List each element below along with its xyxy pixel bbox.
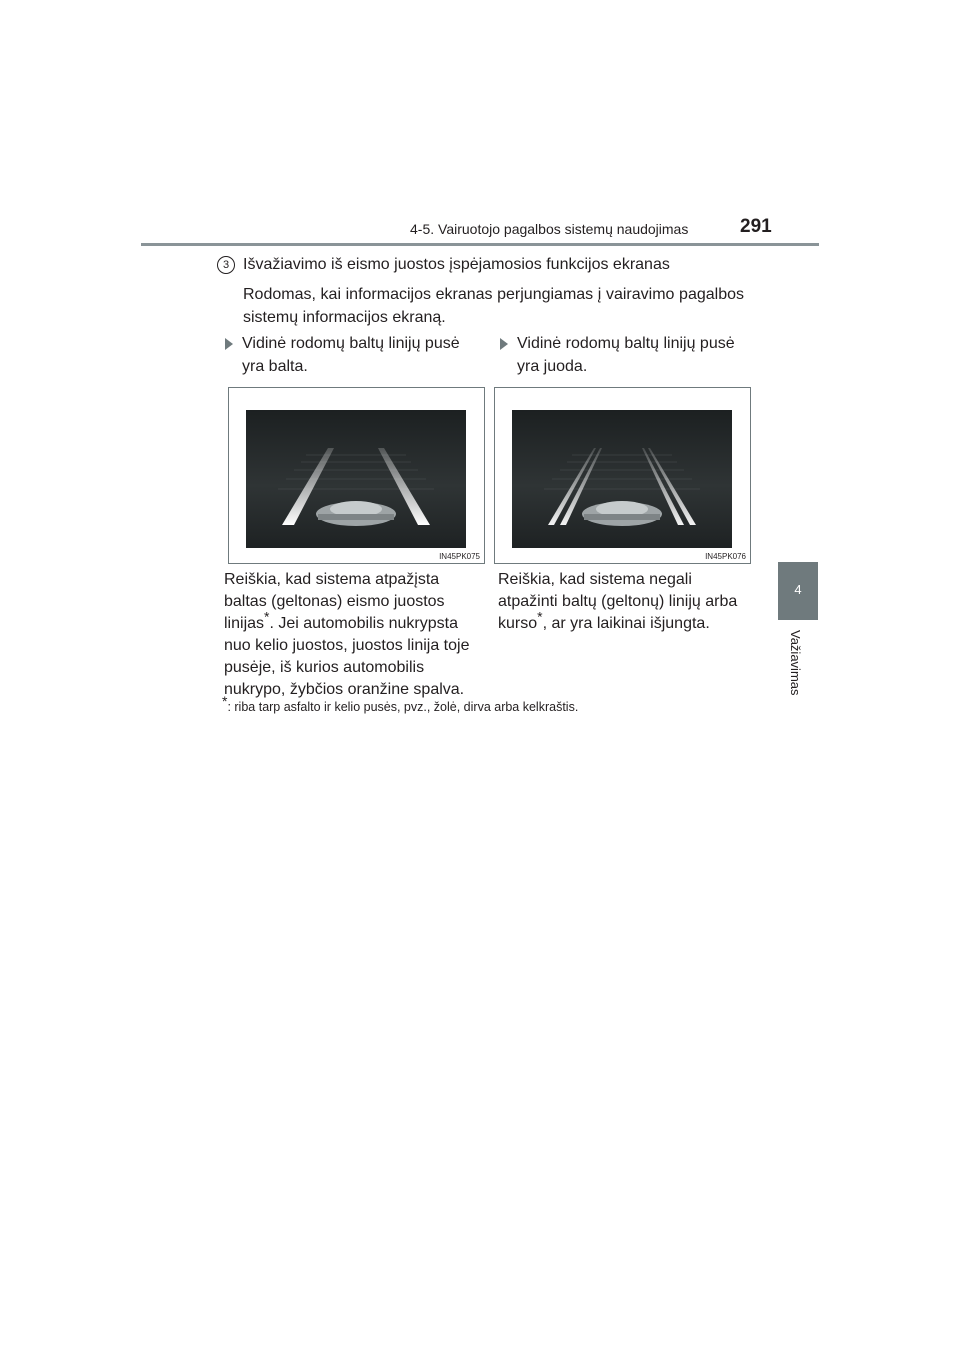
bullet-triangle-icon — [500, 338, 508, 350]
chapter-tab — [778, 562, 818, 620]
right-caption-text-2: , ar yra laikinai išjungta. — [542, 615, 710, 632]
chapter-label: Važiavimas — [788, 630, 803, 696]
left-bullet — [225, 332, 475, 378]
footnote — [222, 692, 579, 714]
bullet-triangle-icon — [225, 338, 233, 350]
section-number-marker: 3 — [217, 256, 235, 274]
right-caption-asterisk: * — [537, 608, 543, 625]
lane-display-black-image — [512, 410, 732, 548]
figure-left — [228, 387, 485, 564]
footnote-asterisk: * — [222, 692, 228, 709]
footnote-text: : riba tarp asfalto ir kelio pusės, pvz., žolė, dirva arba kelkraštis. — [227, 700, 579, 714]
left-caption — [224, 569, 484, 701]
section-body: Rodomas, kai informacijos ekranas perjungiamas į vairavimo pagalbos sistemų informacijos ekraną. — [243, 286, 744, 326]
right-bullet — [500, 332, 750, 378]
left-caption-text-1: Reiškia, kad sistema atpažįsta baltas (geltonas) eismo juostos linijas — [224, 571, 445, 632]
running-header-title: 4-5. Vairuotojo pagalbos sistemų naudojimas — [410, 221, 689, 237]
left-caption-asterisk: * — [264, 608, 270, 625]
lane-display-white-image — [246, 410, 466, 548]
left-caption-text-2: . Jei automobilis nukrypsta nuo kelio juostos, juostos linija toje pusėje, iš kurios automobilis nukrypo, žybčios oranžine spalva. — [224, 615, 470, 698]
figure-right — [494, 387, 751, 564]
left-bullet-text: Vidinė rodomų baltų linijų pusė yra balta. — [242, 335, 460, 375]
figure-code-right: IN45PK076 — [705, 552, 746, 561]
header-rule — [141, 243, 819, 246]
right-caption — [498, 569, 738, 635]
page-number: 291 — [740, 216, 772, 237]
right-caption-text-1: Reiškia, kad sistema negali atpažinti baltų (geltonų) linijų arba kurso — [498, 571, 738, 632]
section-title: Išvažiavimo iš eismo juostos įspėjamosios funkcijos ekranas — [243, 256, 670, 273]
figure-code-left: IN45PK075 — [439, 552, 480, 561]
chapter-number: 4 — [794, 582, 802, 597]
right-bullet-text: Vidinė rodomų baltų linijų pusė yra juoda. — [517, 335, 735, 375]
